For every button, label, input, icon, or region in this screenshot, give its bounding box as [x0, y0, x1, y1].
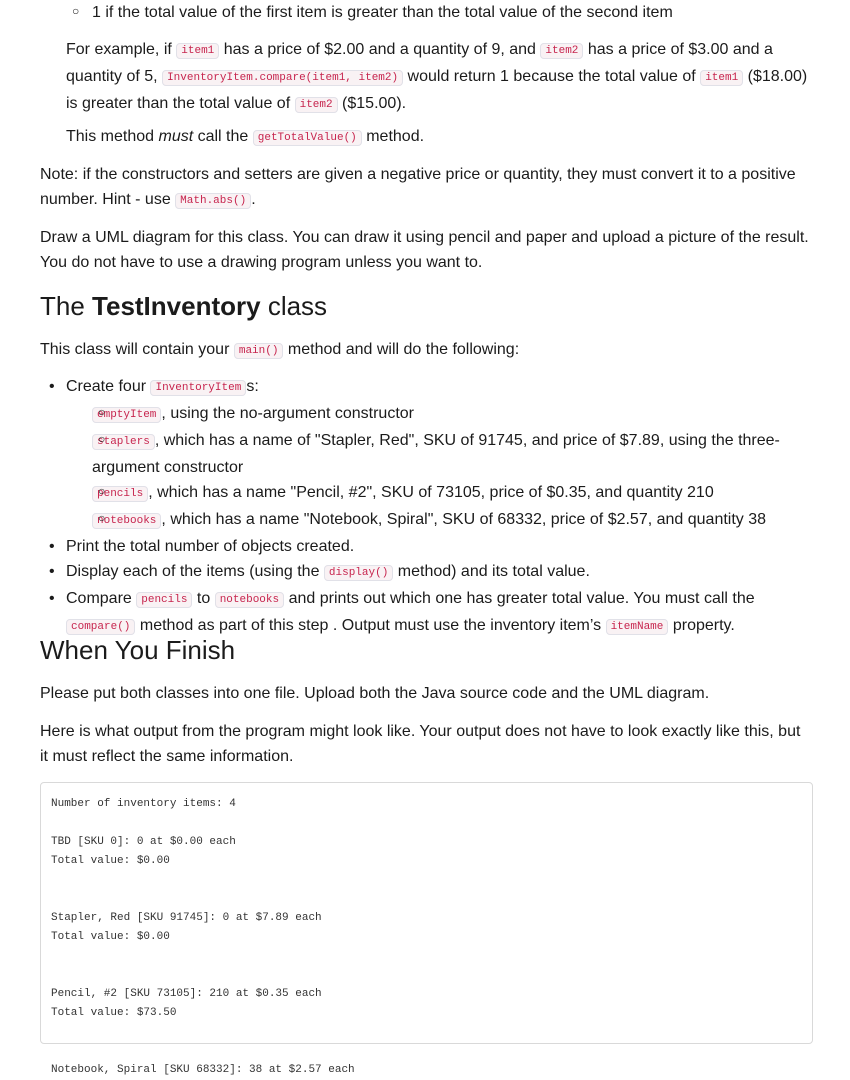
code-itemname: itemName	[606, 619, 669, 635]
text: Display each of the items (using the	[66, 563, 324, 580]
text: method and will do the following:	[283, 341, 520, 358]
sample-output-block	[40, 782, 813, 1076]
output-line: Number of inventory items: 4	[51, 798, 236, 810]
text: .	[251, 191, 256, 208]
code-display: display()	[324, 565, 393, 581]
text: method.	[361, 128, 425, 145]
output-line	[51, 871, 802, 890]
code-notebooks: notebooks	[215, 592, 284, 608]
output-line	[51, 966, 802, 985]
finish-paragraph	[40, 681, 810, 706]
code-notebooks: notebooks	[92, 513, 161, 529]
compare-rules-list	[40, 0, 810, 25]
code-emptyitem: emptyItem	[92, 407, 161, 423]
output-line: TBD [SKU 0]: 0 at $0.00 each	[51, 836, 236, 848]
list-item-display	[40, 559, 810, 586]
list-item-print-total	[40, 534, 810, 559]
sub-list	[66, 401, 810, 534]
must-call-paragraph	[66, 124, 810, 151]
section-heading-testinventory	[40, 290, 810, 322]
text: property.	[668, 617, 735, 634]
list-item	[66, 428, 810, 480]
text: Compare	[66, 590, 137, 607]
output-line	[51, 1042, 802, 1061]
output-line: Stapler, Red [SKU 91745]: 0 at $7.89 each	[51, 912, 322, 924]
output-line	[51, 890, 802, 909]
note-paragraph	[40, 162, 810, 214]
list-item	[66, 480, 810, 507]
code-pencils: pencils	[136, 592, 192, 608]
code-item2: item2	[295, 97, 338, 113]
heading-text: The	[40, 291, 93, 321]
text: ($18.00) is greater than the total value of	[66, 68, 808, 112]
code-math-abs: Math.abs()	[175, 193, 251, 209]
task-list	[40, 374, 810, 640]
list-item	[66, 401, 810, 428]
text: Please put both classes into one file. Upload both the Java source code and the UML diagram.	[40, 685, 710, 702]
output-line: Notebook, Spiral [SKU 68332]: 38 at $2.57 each	[51, 1064, 355, 1076]
text: would return 1 because the total value of	[403, 68, 701, 85]
list-item-create	[40, 374, 810, 534]
text: , using the no-argument constructor	[161, 405, 414, 422]
output-line: Total value: $73.50	[51, 1007, 177, 1019]
text: Here is what output from the program might look like. Your output does not have to look exactly like this, but it must reflect the same information.	[40, 723, 801, 765]
code-item1: item1	[176, 43, 219, 59]
text: , which has a name "Pencil, #2", SKU of 73105, price of $0.35, and quantity 210	[148, 484, 714, 501]
code-pencils: pencils	[92, 486, 148, 502]
text: has a price of $2.00 and a quantity of 9, and	[219, 41, 541, 58]
list-item	[66, 507, 810, 534]
code-main: main()	[234, 343, 284, 359]
output-line	[51, 814, 802, 833]
output-line	[51, 947, 802, 966]
text: call the	[193, 128, 253, 145]
sample-output-lines	[41, 783, 812, 1080]
text: method as part of this step . Output must use the inventory item’s	[135, 617, 606, 634]
heading-text: class	[260, 291, 328, 321]
text: Print the total number of objects created.	[66, 538, 355, 555]
testinventory-intro	[40, 337, 810, 364]
text: and prints out which one has greater total value. You must call the	[284, 590, 755, 607]
code-inventoryitem: InventoryItem	[150, 380, 246, 396]
text: For example, if	[66, 41, 177, 58]
list-item	[40, 0, 810, 25]
text: has a price of $3.00 and a quantity of 5,	[66, 41, 773, 85]
text: Note: if the constructors and setters are given a negative price or quantity, they must convert it to a positive number. Hint - use	[40, 166, 796, 208]
output-intro-paragraph	[40, 719, 810, 769]
code-compare-call: InventoryItem.compare(item1, item2)	[162, 70, 403, 86]
text: Draw a UML diagram for this class. You can draw it using pencil and paper and upload a picture of the result. You do not have to use a drawing program unless you want to.	[40, 229, 809, 271]
emphasis: must	[158, 128, 194, 145]
code-compare: compare()	[66, 619, 135, 635]
uml-paragraph	[40, 225, 810, 275]
output-line	[51, 1023, 802, 1042]
output-line: Total value: $0.00	[51, 931, 170, 943]
text: s:	[246, 378, 259, 395]
list-item-compare	[40, 586, 810, 640]
output-line: Pencil, #2 [SKU 73105]: 210 at $0.35 each	[51, 988, 322, 1000]
heading-bold: TestInventory	[92, 291, 261, 321]
text: , which has a name of "Stapler, Red", SKU of 91745, and price of $7.89, using the three-argument constructor	[92, 432, 780, 476]
code-item1: item1	[700, 70, 743, 86]
text: ($15.00).	[337, 95, 407, 112]
bullet-text: 1 if the total value of the first item is greater than the total value of the second item	[92, 4, 673, 21]
text: to	[192, 590, 215, 607]
code-item2: item2	[540, 43, 583, 59]
text: , which has a name "Notebook, Spiral", SKU of 68332, price of $2.57, and quantity 38	[161, 511, 767, 528]
text: method) and its total value.	[393, 563, 590, 580]
text: Create four	[66, 378, 151, 395]
output-line: Total value: $0.00	[51, 855, 170, 867]
text: This class will contain your	[40, 341, 234, 358]
code-gettotalvalue: getTotalValue()	[253, 130, 362, 146]
text: This method	[66, 128, 159, 145]
example-paragraph	[66, 37, 810, 118]
code-staplers: staplers	[92, 434, 155, 450]
section-heading-when-you-finish: When You Finish	[40, 635, 236, 665]
